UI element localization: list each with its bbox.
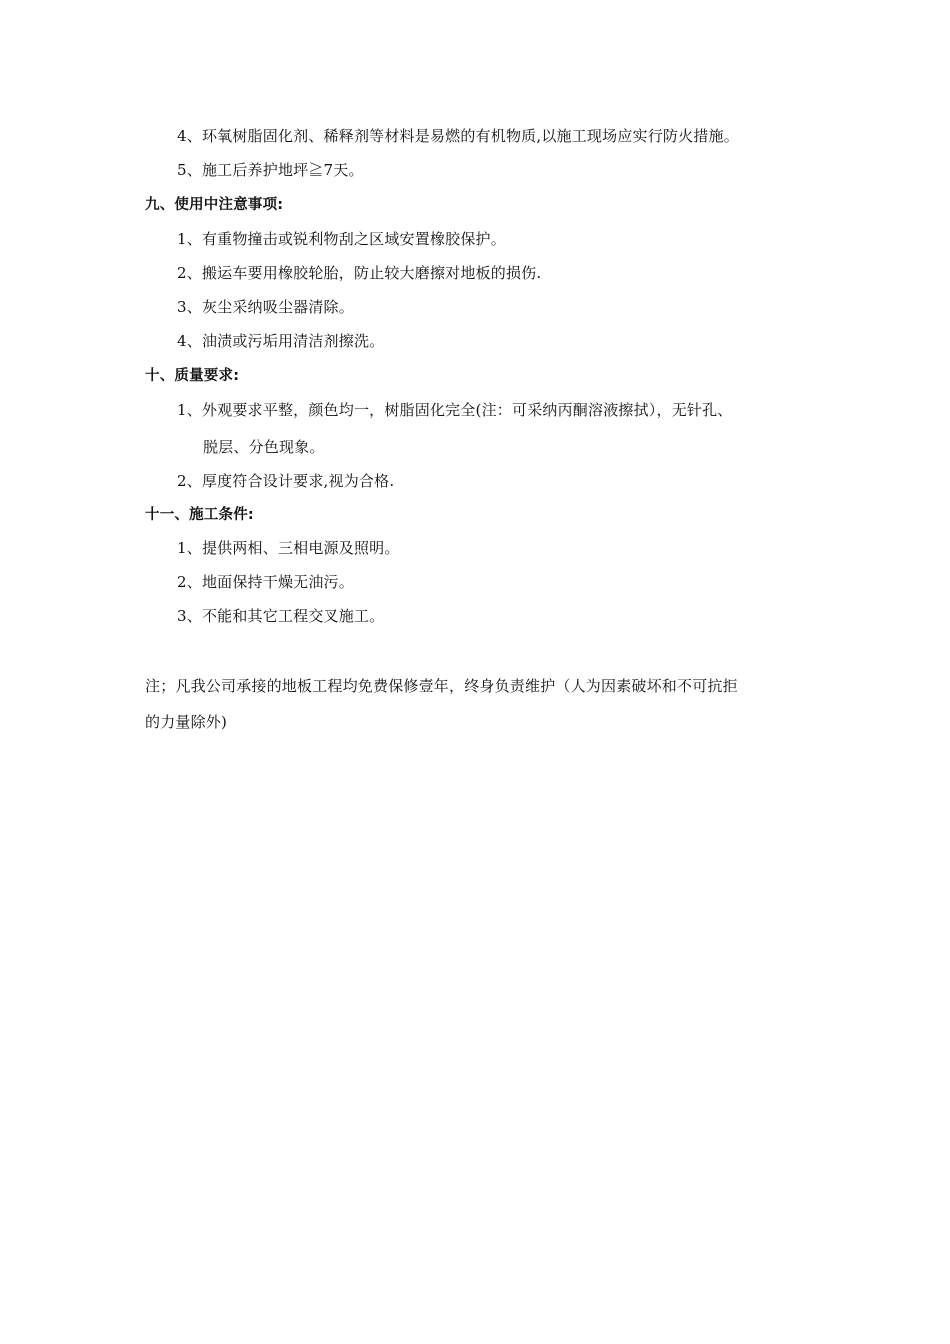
list-item: 1、有重物撞击或锐利物刮之区域安置橡胶保护。 [177, 230, 506, 248]
list-item: 5、施工后养护地坪≧7天。 [177, 161, 364, 179]
section-heading-usage-notes: 九、使用中注意事项: [145, 197, 284, 213]
list-item: 1、外观要求平整，颜色均一，树脂固化完全(注：可采纳丙酮溶液擦拭），无针孔、 [177, 401, 733, 419]
list-item: 2、搬运车要用橡胶轮胎，防止较大磨擦对地板的损伤. [177, 264, 542, 282]
list-item: 1、提供两相、三相电源及照明。 [177, 539, 400, 557]
list-item: 2、地面保持干燥无油污。 [177, 573, 354, 591]
note-text-continuation: 的力量除外) [145, 713, 228, 731]
list-item: 4、环氧树脂固化剂、稀释剂等材料是易燃的有机物质,以施工现场应实行防火措施。 [177, 127, 739, 145]
section-heading-quality-requirements: 十、质量要求: [145, 368, 240, 384]
list-item: 4、油渍或污垢用清洁剂擦洗。 [177, 332, 385, 350]
section-heading-construction-conditions: 十一、施工条件: [145, 507, 254, 523]
list-item-continuation: 脱层、分色现象。 [203, 438, 325, 456]
list-item: 3、不能和其它工程交叉施工。 [177, 607, 385, 625]
list-item: 2、厚度符合设计要求,视为合格. [177, 472, 395, 490]
list-item: 3、灰尘采纳吸尘器清除。 [177, 298, 354, 316]
note-text: 注；凡我公司承接的地板工程均免费保修壹年，终身负责维护（人为因素破坏和不可抗拒 [145, 677, 738, 695]
